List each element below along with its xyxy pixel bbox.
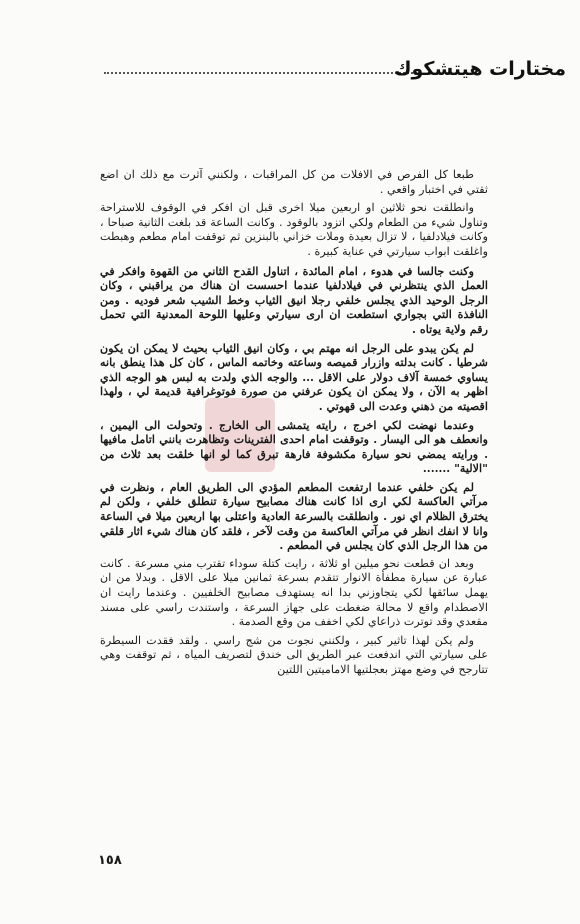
body-text xyxy=(100,168,488,848)
paragraph: وعندما نهضت لكي اخرج ، رايته يتمشى الى الخارج . وتحولت الى اليمين ، وانعطف هو الى اليسار . وتوقفت امام احدى الفترينات وتظاهرت بانني اتامل مافيها . ورايته يمضي نحو سيارة مكشوفة فارهة تبرق كما لو انها خلقت بعد ثلاث من "الالية" ....... xyxy=(100,417,488,476)
running-header xyxy=(0,58,580,88)
paragraph: وكنت جالسا في هدوء ، امام المائدة ، اتناول القدح الثاني من القهوة وافكر في العمل الذي ينتظرني في فيلادلفيا عندما احسست ان هناك من يراقبني ، وكان الرجل الوحيد الذي يجلس خلفي رجلا انيق الثياب وخط الشيب شعر فوديه . ومن النافذة التي بجواري استطعت ان ارى سيارتي وعليها اللوحة المعدنية التي تحمل رقم ولاية يوتاه . xyxy=(100,263,488,336)
paragraph: وبعد ان قطعت نحو ميلين او ثلاثة ، رايت كتلة سوداء تقترب مني مسرعة . كانت عبارة عن سيارة مطفأة الانوار تتقدم بسرعة ثمانين ميلا على الاقل . وبدلا من ان يهمل سائقها لكي يتجاوزني بدا انه يستهدف مصابيح الخلفيين . وعندما رايت ان الاصطدام واقع لا محالة ضغطت على جهاز السرعة ، واستندت راسي على مسند مقعدي وقد توترت ذراعاي لكي اخفف من وقع الصدمة . xyxy=(100,556,488,629)
paragraph: طبعا كل الفرص في الافلات من كل المراقبات ، ولكنني آثرت مع ذلك ان اضع ثقتي في اختبار واقعي . xyxy=(100,168,488,196)
page-number: ١٥٨ xyxy=(98,853,122,868)
paragraph: وانطلقت نحو ثلاثين او اربعين ميلا اخرى قبل ان افكر في الوقوف للاستراحة وتناول شيء من الطعام ولكي اتزود بالوقود . وكانت الساعة قد بلغت الثانية صباحا ، وكانت فيلادلفيا ، لا تزال بعيدة وملات خزاني بالبنزين ثم توقفت امام مطعم وهبطت واغلقت ابواب سيارتي في عناية كبيرة . xyxy=(100,201,488,258)
paragraph: لم يكن خلفي عندما ارتفعت المطعم المؤدي الى الطريق العام ، ونظرت في مرآتي العاكسة لكي ارى اذا كانت هناك مصابيح سيارة تنطلق خلفي ، ولكن لم يخترق الظلام اي نور . وانطلقت بالسرعة العادية واعتلى بها اربعين ميلا في الساعة وانا لا انفك انظر في مرآتي العاكسة من وقت لآخر ، فلقد كان هناك شيء اثار قلقي من هذا الرجل الذي كان يجلس في المطعم . xyxy=(100,479,488,553)
header-dotted-rule xyxy=(104,72,420,74)
paragraph: لم يكن يبدو على الرجل انه مهتم بي ، وكان انيق الثياب بحيث لا يمكن ان يكون شرطيا . كانت بدلته وازرار قميصه وساعته وخاتمه الماس ، كان كل هذا ينطق بانه يساوي خمسة آلاف دولار على الاقل ... والوجه الذي ولدت به لبس هو الوجه الذي اظهر به الآن ، ولا يمكن ان يكون عرفني من صورة فوتوغرافية قديمة لي ، ولهذا اقصيته من ذهني وعدت الى قهوتي . xyxy=(100,340,488,413)
book-title: مختارات هيتشكوك xyxy=(394,58,566,80)
paragraph: ولم يكن لهذا تاثير كبير ، ولكنني نجوت من شج راسي . ولقد فقدت السيطرة على سيارتي التي اندفعت عبر الطريق الى خندق لتصريف المياه ، ثم توقفت وهي تتارجح في وضع مهتز بعجلتيها الاماميتين اللتين xyxy=(100,633,488,676)
